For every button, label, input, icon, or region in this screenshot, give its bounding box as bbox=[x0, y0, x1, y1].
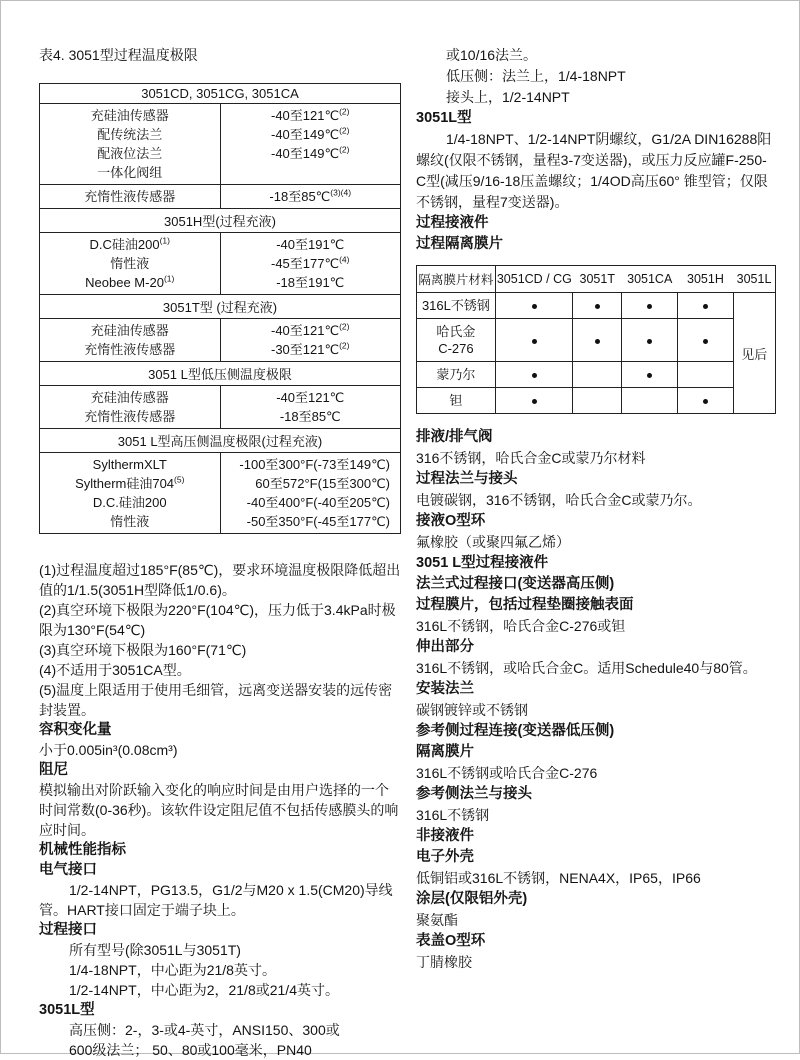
spec-text: 聚氨酯 bbox=[416, 912, 458, 928]
availability-cell bbox=[622, 388, 678, 414]
availability-cell bbox=[622, 319, 678, 362]
spec-heading: 过程接液件 bbox=[416, 215, 489, 231]
cell-line: -18至191℃ bbox=[276, 275, 345, 290]
value-cell bbox=[220, 185, 401, 209]
availability-dot bbox=[703, 339, 708, 344]
spec-text: 1/2-14NPT，中心距为2，21/8或21/4英寸。 bbox=[69, 982, 339, 998]
spec-text: (4)不适用于3051CA型。 bbox=[39, 662, 191, 678]
cell-line: 配液位法兰 bbox=[97, 146, 163, 161]
spec-heading: 过程接口 bbox=[39, 922, 97, 938]
section-header-cell: 3051 L型低压侧温度极限 bbox=[40, 362, 401, 386]
column-header: 3051CD / CG bbox=[495, 266, 573, 293]
footnote-marker: (3)(4) bbox=[330, 187, 352, 198]
section-header-row bbox=[40, 295, 401, 319]
cell-line: 惰性液 bbox=[110, 256, 150, 271]
column-header: 3051H bbox=[678, 266, 733, 293]
spec-heading: 非接液件 bbox=[416, 828, 474, 844]
availability-cell bbox=[622, 362, 678, 388]
table-row bbox=[417, 388, 776, 414]
cell-line: 蒙乃尔 bbox=[436, 367, 476, 382]
availability-dot bbox=[532, 373, 537, 378]
isolation-diaphragm-table-head bbox=[417, 266, 776, 293]
section-header-row bbox=[40, 362, 401, 386]
table4-caption: 表4. 3051型过程温度极限 bbox=[39, 47, 198, 63]
cell-line: 60至572°F(15至300℃) bbox=[255, 476, 390, 491]
spec-text: 氟橡胶（或聚四氟乙烯） bbox=[416, 534, 570, 550]
spec-text: 所有型号(除3051L与3051T) bbox=[69, 942, 241, 958]
footnote-marker: (4) bbox=[339, 254, 350, 265]
availability-dot bbox=[647, 304, 652, 309]
cell-line: 配传统法兰 bbox=[97, 127, 163, 142]
spec-heading: 排液/排气阀 bbox=[416, 429, 493, 445]
material-cell bbox=[417, 293, 496, 319]
cell-line: -40至400°F(-40至205℃) bbox=[246, 495, 390, 510]
spec-heading: 电气接口 bbox=[39, 862, 97, 878]
availability-cell bbox=[495, 293, 573, 319]
availability-dot bbox=[647, 339, 652, 344]
cell-line: 充惰性液传感器 bbox=[84, 342, 176, 357]
spec-text: 或10/16法兰。 bbox=[446, 47, 538, 63]
table-row bbox=[417, 362, 776, 388]
table-row bbox=[40, 185, 401, 209]
cell-line: D.C.硅油200 bbox=[92, 495, 167, 510]
spec-text: 1/4-18NPT、1/2-14NPT阴螺纹，G1/2A DIN16288阳螺纹(仅限不锈钢，量程3-7变送器)，或压力反应罐F-250-C型(减压9/16-18压盖螺纹；1/4OD高压60° 锥型管；仅限不锈钢，量程7变送器)。 bbox=[416, 131, 772, 210]
spec-text: 316L不锈钢，哈氏合金C-276或钽 bbox=[416, 618, 626, 634]
availability-cell bbox=[573, 293, 622, 319]
table-row bbox=[40, 319, 401, 362]
availability-cell bbox=[495, 388, 573, 414]
availability-cell bbox=[495, 319, 573, 362]
footnote-marker: (1) bbox=[163, 273, 175, 284]
spec-heading: 伸出部分 bbox=[416, 639, 474, 655]
cell-line: 惰性液 bbox=[110, 514, 150, 529]
cell-line: 哈氏金 bbox=[436, 324, 476, 339]
footnote-marker: (2) bbox=[339, 144, 350, 155]
right-column bbox=[416, 1, 776, 973]
value-cell bbox=[220, 104, 401, 185]
left-column bbox=[39, 1, 401, 1060]
value-cell bbox=[220, 453, 401, 534]
cell-line: C-276 bbox=[438, 341, 474, 356]
isolation-diaphragm-table-body bbox=[417, 293, 776, 414]
spec-text: 模拟输出对阶跃输入变化的响应时间是由用户选择的一个时间常数(0-36秒)。该软件设定阻尼值不包括传感膜头的响应时间。 bbox=[39, 782, 399, 838]
availability-dot bbox=[595, 339, 600, 344]
cell-line: -18至85℃$^{(3)(4)}$ bbox=[269, 187, 352, 204]
spec-text: 接头上，1/2-14NPT bbox=[446, 89, 570, 105]
footnote-marker: (2) bbox=[339, 106, 350, 117]
material-cell bbox=[417, 362, 496, 388]
spec-heading: 容积变化量 bbox=[39, 722, 112, 738]
cell-line: -40至149℃$^{(2)}$ bbox=[271, 125, 350, 142]
spec-heading: 3051 L型过程接液件 bbox=[416, 555, 549, 571]
column-header: 3051T bbox=[573, 266, 622, 293]
availability-cell bbox=[678, 293, 733, 319]
cell-line: 充硅油传感器 bbox=[90, 390, 169, 405]
right-bottom-text-blocks bbox=[416, 427, 776, 973]
cell-line: -40至121℃ bbox=[276, 390, 345, 405]
cell-line: -45至177℃$^{(4)}$ bbox=[271, 254, 350, 271]
spec-heading: 参考侧过程连接(变送器低压侧) bbox=[416, 723, 615, 739]
cell-line: -40至121℃$^{(2)}$ bbox=[271, 321, 350, 338]
cell-line: 充硅油传感器 bbox=[90, 108, 169, 123]
cell-line: -40至191℃ bbox=[276, 237, 345, 252]
spec-heading: 安装法兰 bbox=[416, 681, 474, 697]
cell-line: -50至350°F(-45至177℃) bbox=[246, 514, 390, 529]
spec-text: 碳钢镀锌或不锈钢 bbox=[416, 702, 528, 718]
spec-text: 316L不锈钢 bbox=[416, 807, 490, 823]
table-row bbox=[40, 453, 401, 534]
cell-line: 充惰性液传感器 bbox=[84, 189, 176, 204]
availability-cell bbox=[573, 388, 622, 414]
table-row bbox=[40, 233, 401, 295]
spec-heading: 参考侧法兰与接头 bbox=[416, 786, 532, 802]
footnote-marker: (1) bbox=[159, 235, 170, 246]
header-row bbox=[417, 266, 776, 293]
spec-heading: 涂层(仅限铝外壳) bbox=[416, 891, 528, 907]
section-header-row bbox=[40, 84, 401, 104]
availability-cell bbox=[573, 362, 622, 388]
availability-dot bbox=[532, 399, 537, 404]
spec-text: 316L不锈钢，或哈氏合金C。适用Schedule40与80管。 bbox=[416, 660, 757, 676]
cell-line: 316L不锈钢 bbox=[421, 298, 490, 313]
spec-text: (5)温度上限适用于使用毛细管，远离变送器安装的远传密封装置。 bbox=[39, 682, 393, 718]
availability-cell bbox=[622, 293, 678, 319]
spec-heading: 接液O型环 bbox=[416, 513, 486, 529]
right-top-text-blocks bbox=[416, 45, 776, 255]
availability-cell bbox=[678, 319, 733, 362]
footnote-marker: (2) bbox=[339, 321, 350, 332]
cell-line: -100至300°F(-73至149℃) bbox=[239, 457, 390, 472]
availability-cell bbox=[678, 388, 733, 414]
cell-line: 充惰性液传感器 bbox=[84, 409, 176, 424]
cell-line: 充硅油传感器 bbox=[90, 323, 169, 338]
label-cell bbox=[40, 233, 221, 295]
spec-text: 小于0.005in³(0.08cm³) bbox=[39, 742, 178, 758]
availability-dot bbox=[647, 373, 652, 378]
spec-text: 丁腈橡胶 bbox=[416, 954, 472, 970]
spec-heading: 3051L型 bbox=[39, 1002, 95, 1018]
spec-heading: 隔离膜片 bbox=[416, 744, 474, 760]
spec-heading: 3051L型 bbox=[416, 110, 472, 126]
cell-line: SylthermXLT bbox=[92, 457, 167, 472]
availability-dot bbox=[532, 339, 537, 344]
spec-text: (3)真空环境下极限为160°F(71℃) bbox=[39, 642, 247, 658]
column-header: 隔离膜片材料 bbox=[417, 266, 496, 293]
spec-heading: 过程膜片，包括过程垫圈接触表面 bbox=[416, 597, 634, 613]
spec-heading: 表盖O型环 bbox=[416, 933, 486, 949]
spec-text: (2)真空环境下极限为220°F(104℃)，压力低于3.4kPa时极限为130°F(54℃) bbox=[39, 602, 396, 638]
value-cell bbox=[220, 319, 401, 362]
table-row bbox=[40, 104, 401, 185]
spec-text: 600级法兰； 50、80或100毫米，PN40 bbox=[69, 1042, 312, 1058]
spec-text: 1/4-18NPT，中心距为21/8英寸。 bbox=[69, 962, 276, 978]
footnote-marker: (5) bbox=[174, 474, 185, 485]
availability-dot bbox=[595, 304, 600, 309]
value-cell bbox=[220, 386, 401, 429]
cell-line: D.C硅油200$^{(1)}$ bbox=[89, 235, 170, 252]
section-header-cell: 3051H型(过程充液) bbox=[40, 209, 401, 233]
cell-line: 钽 bbox=[449, 393, 463, 408]
availability-dot bbox=[532, 304, 537, 309]
value-cell bbox=[220, 233, 401, 295]
spec-heading: 过程隔离膜片 bbox=[416, 236, 503, 252]
label-cell bbox=[40, 185, 221, 209]
cell-line: Neobee M-20$^{(1)}$ bbox=[85, 273, 175, 290]
process-temperature-table-body bbox=[40, 84, 401, 534]
availability-cell bbox=[678, 362, 733, 388]
cell-line bbox=[227, 163, 395, 182]
cell-line: -18至85℃ bbox=[279, 409, 341, 424]
table-row bbox=[417, 293, 776, 319]
spec-text: (1)过程温度超过185°F(85℃)，要求环境温度极限降低超出值的1/1.5(3051H型降低1/0.6)。 bbox=[39, 562, 401, 598]
spec-text: 1/2-14NPT，PG13.5，G1/2与M20 x 1.5(CM20)导线管。HART接口固定于端子块上。 bbox=[39, 882, 393, 918]
spec-heading: 电子外壳 bbox=[416, 849, 474, 865]
see-later-cell: 见后 bbox=[733, 293, 775, 414]
spec-text: 低铜铝或316L不锈钢，NENA4X，IP65，IP66 bbox=[416, 870, 701, 886]
section-header-cell: 3051T型 (过程充液) bbox=[40, 295, 401, 319]
section-header-cell: 3051CD, 3051CG, 3051CA bbox=[40, 84, 401, 104]
spec-text: 316L不锈钢或哈氏合金C-276 bbox=[416, 765, 598, 781]
material-cell bbox=[417, 388, 496, 414]
column-header: 3051CA bbox=[622, 266, 678, 293]
label-cell bbox=[40, 319, 221, 362]
label-cell bbox=[40, 104, 221, 185]
cell-line: Syltherm硅油704$^{(5)}$ bbox=[75, 474, 185, 491]
cell-line: -40至121℃$^{(2)}$ bbox=[271, 106, 350, 123]
column-header: 3051L bbox=[733, 266, 775, 293]
spec-heading: 阻尼 bbox=[39, 762, 68, 778]
footnote-marker: (2) bbox=[339, 125, 350, 136]
footnote-marker: (2) bbox=[339, 340, 350, 351]
availability-cell bbox=[573, 319, 622, 362]
process-temperature-table bbox=[39, 83, 401, 534]
availability-dot bbox=[703, 399, 708, 404]
table-row bbox=[417, 319, 776, 362]
cell-line: -30至121℃$^{(2)}$ bbox=[271, 340, 350, 357]
spec-heading: 法兰式过程接口(变送器高压侧) bbox=[416, 576, 615, 592]
spec-text: 电镀碳钢，316不锈钢，哈氏合金C或蒙乃尔。 bbox=[416, 492, 702, 508]
spec-heading: 机械性能指标 bbox=[39, 842, 126, 858]
spec-heading: 过程法兰与接头 bbox=[416, 471, 518, 487]
section-header-row bbox=[40, 209, 401, 233]
spec-text: 高压侧：2-，3-或4-英寸，ANSI150、300或 bbox=[69, 1022, 340, 1038]
spec-text: 316不锈钢，哈氏合金C或蒙乃尔材料 bbox=[416, 450, 646, 466]
section-header-row bbox=[40, 429, 401, 453]
table-row bbox=[40, 386, 401, 429]
material-cell bbox=[417, 319, 496, 362]
availability-cell bbox=[495, 362, 573, 388]
label-cell bbox=[40, 453, 221, 534]
availability-dot bbox=[703, 304, 708, 309]
section-header-cell: 3051 L型高压侧温度极限(过程充液) bbox=[40, 429, 401, 453]
isolation-diaphragm-table bbox=[416, 265, 776, 414]
cell-line: -40至149℃$^{(2)}$ bbox=[271, 144, 350, 161]
spec-text: 低压侧：法兰上，1/4-18NPT bbox=[446, 68, 626, 84]
label-cell bbox=[40, 386, 221, 429]
cell-line: 一体化阀组 bbox=[97, 165, 163, 180]
left-text-blocks bbox=[39, 560, 401, 1060]
